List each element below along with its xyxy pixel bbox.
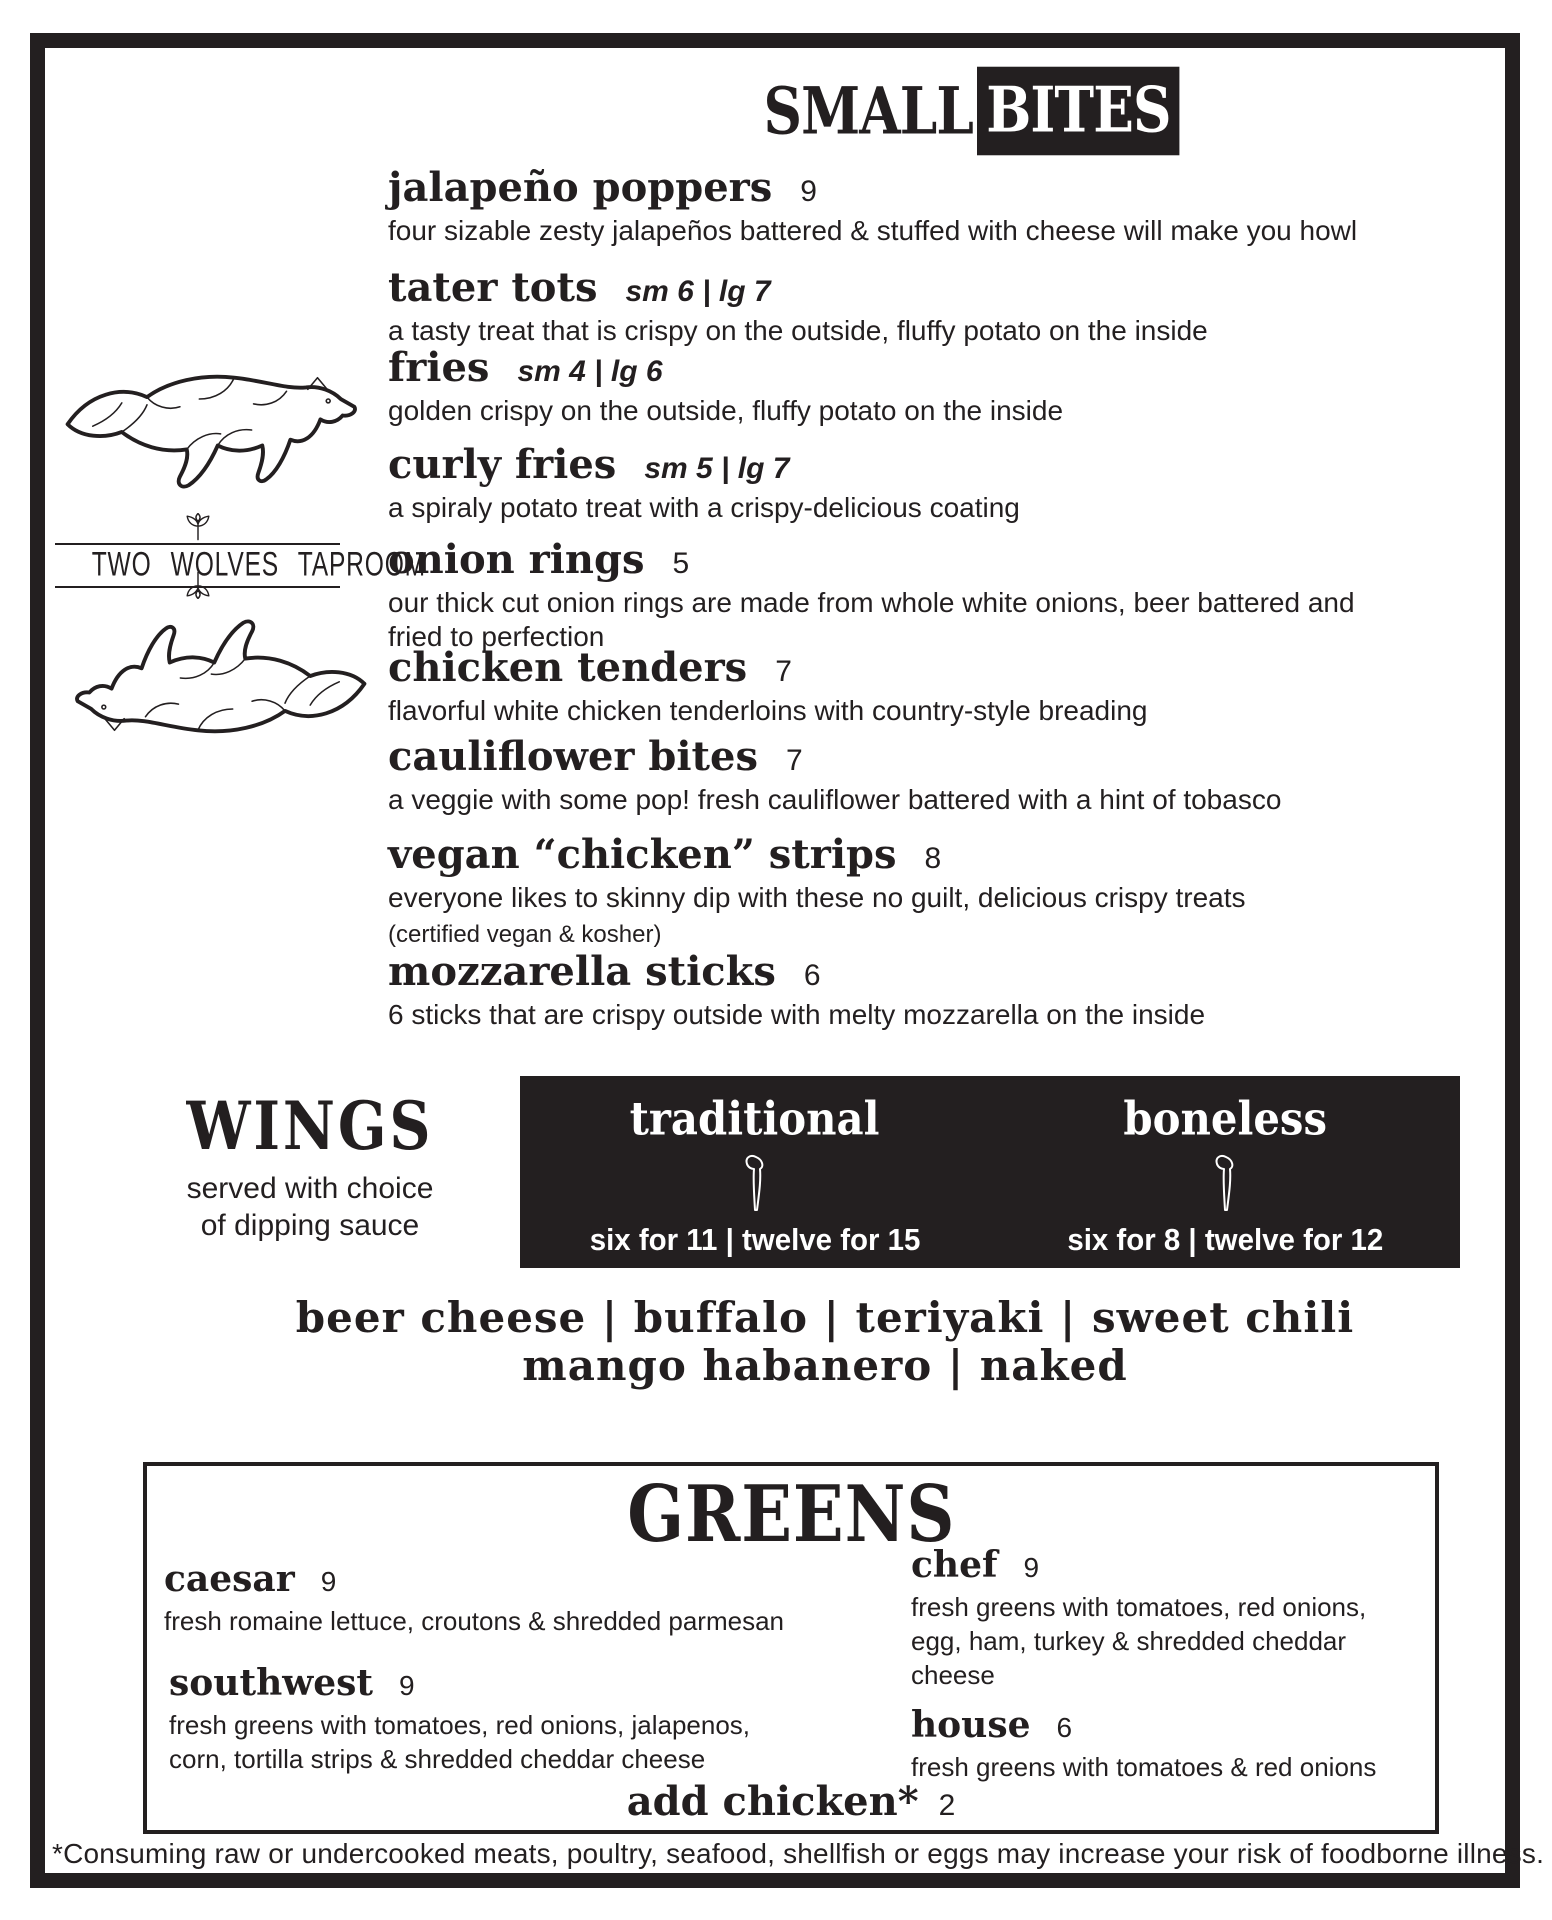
wings-title: WINGS: [186, 1088, 434, 1166]
item-price: 9: [399, 1670, 415, 1701]
item-price: 9: [320, 1566, 337, 1597]
item-price: sm 4 | lg 6: [517, 355, 663, 388]
item-price: 8: [924, 842, 942, 875]
wings-subtitle: [145, 1170, 475, 1244]
menu-item-onion-rings: [388, 538, 1478, 654]
wing-sauces-list: [160, 1294, 1490, 1390]
greens-item-house: [911, 1704, 1431, 1784]
item-name: mozzarella sticks: [388, 948, 776, 995]
item-description: our thick cut onion rings are made from whole white onions, beer battered and fried to perfection: [388, 587, 1355, 652]
item-description: everyone likes to skinny dip with these no guilt, delicious crispy treats: [388, 882, 1246, 913]
wings-section-header: [145, 1088, 475, 1244]
leaf-ornament-icon: [180, 513, 216, 541]
item-description: fresh greens with tomatoes, red onions, egg, ham, turkey & shredded cheddar cheese: [911, 1592, 1367, 1690]
item-price: sm 6 | lg 7: [625, 275, 771, 308]
item-name: fries: [388, 344, 490, 391]
wing-option-pricing: six for 8 | twelve for 12: [1067, 1222, 1383, 1257]
item-price: 9: [800, 175, 817, 208]
item-description: golden crispy on the outside, fluffy potato on the inside: [388, 395, 1064, 426]
greens-title: GREENS: [626, 1469, 956, 1561]
menu-item-tater-tots: [388, 266, 1478, 348]
item-name: chicken tenders: [388, 644, 748, 691]
menu-item-chicken-tenders: [388, 646, 1478, 728]
wings-subtitle-line2: of dipping sauce: [200, 1209, 420, 1242]
wing-option-boneless: [990, 1076, 1460, 1268]
item-price: 6: [803, 959, 821, 992]
item-price: 9: [1023, 1552, 1040, 1583]
wolf-running-top-icon: [54, 331, 364, 531]
addon-name: add chicken*: [626, 1778, 919, 1825]
item-description: fresh greens with tomatoes, red onions, jalapenos, corn, tortilla strips & shredded cheddar cheese: [169, 1710, 751, 1774]
drumstick-icon: [742, 1154, 768, 1216]
item-name: jalapeño poppers: [388, 164, 773, 211]
item-description: a tasty treat that is crispy on the outside, fluffy potato on the inside: [388, 315, 1208, 346]
wing-option-pricing: six for 11 | twelve for 15: [589, 1222, 921, 1257]
item-description: four sizable zesty jalapeños battered & stuffed with cheese will make you howl: [388, 215, 1358, 246]
greens-item-southwest: [169, 1662, 809, 1776]
wings-pricing-box: [520, 1076, 1460, 1268]
item-name: cauliflower bites: [388, 733, 758, 780]
drumstick-icon: [1212, 1154, 1238, 1216]
item-price: 7: [775, 655, 792, 688]
item-description: flavorful white chicken tenderloins with country-style breading: [388, 695, 1148, 726]
sauces-line2: mango habanero | naked: [522, 1341, 1128, 1390]
menu-item-cauliflower-bites: [388, 735, 1478, 817]
item-name: house: [911, 1704, 1031, 1746]
item-price: 6: [1056, 1712, 1073, 1743]
wing-option-traditional: [520, 1076, 990, 1268]
logo-text: TWO WOLVES TAPROOM: [91, 545, 426, 584]
item-name: southwest: [169, 1662, 374, 1704]
greens-item-chef: [911, 1544, 1401, 1692]
item-name: tater tots: [388, 264, 598, 311]
item-description: a veggie with some pop! fresh cauliflower battered with a hint of tobasco: [388, 784, 1282, 815]
item-description: 6 sticks that are crispy outside with melty mozzarella on the inside: [388, 999, 1206, 1030]
item-name: chef: [911, 1544, 998, 1586]
menu-item-curly-fries: [388, 443, 1478, 525]
item-name: onion rings: [388, 536, 645, 583]
item-price: sm 5 | lg 7: [644, 452, 790, 485]
item-note: (certified vegan & kosher): [388, 921, 662, 948]
item-name: vegan “chicken” strips: [388, 831, 897, 878]
item-description: fresh romaine lettuce, croutons & shredded parmesan: [164, 1606, 785, 1636]
menu-header: [745, 70, 1197, 152]
small-bites-title-left: SMALL: [763, 72, 973, 150]
greens-item-caesar: [164, 1558, 884, 1638]
wing-option-name: traditional: [630, 1092, 880, 1147]
wings-subtitle-line1: served with choice: [186, 1172, 434, 1205]
menu-item-mozzarella-sticks: [388, 950, 1478, 1032]
item-name: caesar: [164, 1558, 295, 1600]
item-description: fresh greens with tomatoes & red onions: [911, 1752, 1377, 1782]
menu-item-fries: [388, 346, 1478, 428]
sauces-line1: beer cheese | buffalo | teriyaki | sweet chili: [295, 1293, 1355, 1342]
item-price: 7: [786, 744, 803, 777]
menu-item-jalapeno-poppers: [388, 166, 1478, 248]
greens-section: [143, 1462, 1439, 1834]
addon-price: 2: [938, 1789, 956, 1822]
footer-disclaimer: *Consuming raw or undercooked meats, poultry, seafood, shellfish or eggs may increase your risk of foodborne illness.: [52, 1838, 1545, 1869]
item-description: a spiraly potato treat with a crispy-delicious coating: [388, 492, 1020, 523]
menu-item-vegan-chicken-strips: [388, 833, 1478, 949]
greens-addon-add-chicken: [147, 1778, 1435, 1825]
small-bites-title-right: BITES: [977, 67, 1180, 156]
two-wolves-taproom-logo: [50, 325, 426, 755]
item-name: curly fries: [388, 441, 617, 488]
wing-option-name: boneless: [1123, 1092, 1327, 1147]
wolf-running-bottom-icon: [68, 577, 378, 777]
item-price: 5: [672, 547, 690, 580]
